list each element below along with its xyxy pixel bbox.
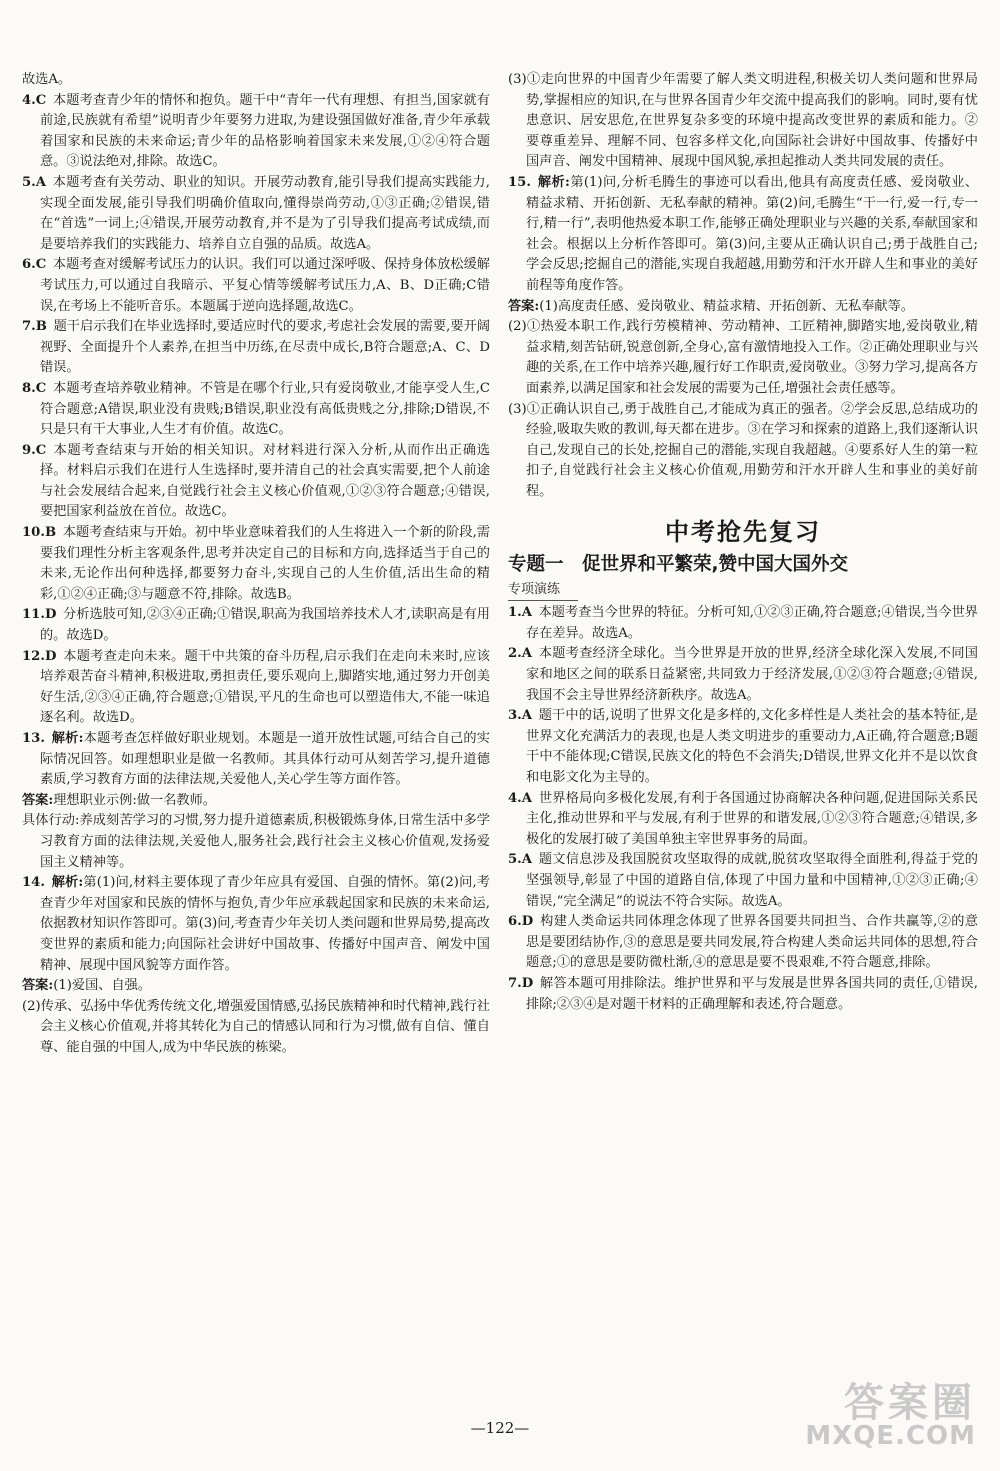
item-number: 6.D [508, 914, 534, 930]
answer-item [508, 789, 978, 851]
item-text: 本题考查有关劳动、职业的知识。开展劳动教育,能引导我们提高实践能力,实现全面发展,能引导我们明确价值取向,懂得崇尚劳动,①③正确;②错误,错在“首选”一词上;④错误,开展劳动教育,并不是为了引导我们提高考试成绩,而是要培养我们的实践能力、培养自立自强的品质。故选A。 [40, 174, 490, 252]
watermark-logo: 答案圈 [844, 1380, 976, 1426]
answer-item [22, 605, 490, 646]
item-text: 题干中的话,说明了世界文化是多样的,文化多样性是人类社会的基本特征,是世界文化充满活力的表现,也是人类文明进步的重要动力,A正确,符合题意;B题干中不能体现;C错误,民族文化的特色不会消失;D错误,世界文化并不是以饮食和电影文化为主导的。 [526, 708, 978, 785]
section-title: 中考抢先复习 [665, 518, 821, 547]
item-text: 世界格局向多极化发展,有利于各国通过协商解决各种问题,促进国际关系民主化,推动世界和平与发展,有利于世界的和谐发展,①②③符合题意;④错误,多极化的发展打破了美国单独主宰世界事务的局面。 [526, 790, 978, 847]
answer-item [22, 379, 490, 441]
item-number: 7.B [22, 319, 47, 335]
item-text: 本题考查青少年的情怀和抱负。题干中“青年一代有理想、有担当,国家就有前途,民族就有希望”说明青少年要努力进取,为建设强国做好准备,青少年承载着国家和民族的未来命运;青少年的品格影响着国家未来发展,①②④符合题意。③说法绝对,排除。故选C。 [40, 92, 490, 170]
item-text: 本题考查培养敬业精神。不管是在哪个行业,只有爱岗敬业,才能享受人生,C符合题意;A错误,职业没有贵贱;B错误,职业没有高低贵贱之分,排除;D错误,不只是只有干大事业,人生才有价值。故选C。 [40, 380, 490, 438]
item-text: (1)爱国、自强。 [53, 978, 152, 994]
answer-item [508, 317, 978, 399]
item-text: 具体行动:养成刻苦学习的习惯,努力提升道德素质,积极锻炼身体,日常生活中多学习教育方面的法律法规,关爱他人,服务社会,践行社会主义核心价值观,发扬爱国主义精神等。 [22, 813, 490, 870]
topic-title: 专题一 促世界和平繁荣,赞中国大国外交 [508, 554, 849, 576]
answer-item [508, 850, 978, 912]
item-number: 1.A [508, 605, 532, 621]
item-text: (2)传承、弘扬中华优秀传统文化,增强爱国情感,弘扬民族精神和时代精神,践行社会主义核心价值观,并将其转化为自己的情感认同和行为习惯,做有自信、懂自尊、能自强的中国人,成为中华民族的栋梁。 [22, 998, 490, 1055]
item-text: 本题考查走向未来。题干中共策的奋斗历程,启示我们在走向未来时,应该培养艰苦奋斗精神,积极进取,勇担责任,要乐观向上,脚踏实地,通过努力开创美好生活,②③④正确,符合题意;①错误,平凡的生命也可以塑造伟大,不能一味追逐名利。故选D。 [40, 648, 490, 726]
answer-item [22, 873, 490, 976]
answer-item [22, 91, 490, 173]
item-text: 本题考查结束与开始的相关知识。对材料进行深入分析,从而作出正确选择。材料启示我们在进行人生选择时,要并清自己的社会真实需要,把个人前途与社会发展结合起来,自觉践行社会主义核心价值观,①②③符合题意;④错误,要把国家利益放在首位。故选C。 [40, 442, 490, 520]
left-column [22, 70, 490, 1059]
item-number: 7.D [508, 975, 534, 991]
item-number: 8.C [22, 380, 47, 396]
item-text: (3)①正确认识自己,勇于战胜自己,才能成为真正的强者。②学会反思,总结成功的经验,吸取失败的教训,每天都在进步。③在学习和探索的道路上,我们逐渐认识自己,发现自己的长处,挖掘自己的潜能,实现自我超越。④要系好人生的第一粒扣子,自觉践行社会主义核心价值观,用勤劳和汗水开辟人生和事业的美好前程。 [508, 401, 978, 499]
answer-item [508, 644, 978, 706]
answer-item [22, 791, 490, 812]
item-text: 构建人类命运共同体理念体现了世界各国要共同担当、合作共赢等,②的意思是要团结协作,③的意思是要共同发展,符合构建人类命运共同体的思想,符合题意;①的意思是要防微杜渐,④的意思是要不畏艰难,不符合题意,排除。 [526, 914, 978, 971]
item-text: 理想职业示例:做一名教师。 [53, 792, 216, 808]
answer-item [22, 317, 490, 379]
practice-answers [508, 603, 978, 1015]
item-number: 9.C [22, 442, 47, 458]
item-text: 第(1)问,材料主要体现了青少年应具有爱国、自强的情怀。第(2)问,考查青少年对国家和民族的情怀与抱负,青少年应承载起国家和民族的未来命运,依据教材知识作答即可。第(3)问,考查青少年关切人类问题和世界局势,提高改变世界的素质和能力;向国际社会讲好中国故事、传播好中国声音、阐发中国精神、展现中国风貌等方面作答。 [40, 875, 490, 973]
item-text: 题干启示我们在毕业选择时,要适应时代的要求,考虑社会发展的需要,要开阔视野、全面提升个人素养,在担当中历练,在尽责中成长,B符合题意;A、C、D错误。 [40, 319, 490, 376]
item-number: 14. [22, 875, 45, 891]
item-text: (2)①热爱本职工作,践行劳模精神、劳动精神、工匠精神,脚踏实地,爱岗敬业,精益求精,刻苦钻研,锐意创新,全身心,富有激情地投入工作。②正确处理职业与兴趣的关系,在工作中培养兴趣,履行好工作职责,爱岗敬业。③努力学习,提高各方面素养,以满足国家和社会发展的需要为己任,增强社会责任感等。 [508, 319, 978, 396]
answer-item [22, 70, 490, 91]
item-label: 答案: [22, 792, 54, 808]
watermark-site: MXQE.COM [805, 1421, 976, 1451]
answer-item [508, 603, 978, 644]
answer-item [508, 70, 978, 173]
answer-item [22, 173, 490, 255]
practice-subhead: 专项演练 [508, 580, 578, 602]
item-text: 第(1)问,分析毛腾生的事迹可以看出,他具有高度责任感、爱岗敬业、精益求精、开拓创新、无私奉献的精神。第(2)问,毛腾生“干一行,爱一行,专一行,精一行”,表明他热爱本职工作,能够正确处理职业与兴趣的关系,奉献国家和社会。根据以上分析作答即可。第(3)问,主要从正确认识自己;勇于战胜自己;学会反思;挖掘自己的潜能,实现自我超越,用勤劳和汗水开辟人生和事业的美好前程等角度作答。 [526, 174, 979, 293]
item-label: 解析: [51, 731, 84, 746]
answer-item [508, 400, 978, 503]
item-number: 2.A [508, 646, 532, 662]
watermark [805, 1371, 986, 1463]
answer-item [508, 297, 978, 318]
item-text: (3)①走向世界的中国青少年需要了解人类文明进程,积极关切人类问题和世界局势,掌握相应的知识,在与世界各国青少年交流中提高我们的影响。同时,要有忧患意识、居安思危,在世界复杂多变的环境中提高改变世界的素质和能力。②要尊重差异、理解不同、包容多样文化,向国际社会讲好中国故事、传播好中国声音、阐发中国精神、展现中国风貌,承担起推动人类共同发展的责任。 [508, 72, 978, 170]
item-number: 15. [508, 174, 531, 190]
item-text: 本题考查经济全球化。当今世界是开放的世界,经济全球化深入发展,不同国家和地区之间的联系日益紧密,共同致力于经济发展,①②③符合题意;④错误,我国不会主导世界经济新秩序。故选A。 [526, 646, 978, 703]
item-number: 3.A [508, 708, 532, 724]
item-text: 分析选肢可知,②③④正确;①错误,职高为我国培养技术人才,读职高是有用的。故选D。 [40, 607, 490, 644]
answer-item [22, 997, 490, 1059]
item-number: 6.C [22, 257, 47, 273]
item-number: 4.A [508, 790, 532, 806]
item-number: 11.D [22, 607, 57, 623]
answer-item [508, 912, 978, 974]
item-text: 本题考查当今世界的特征。分析可知,①②③正确,符合题意;④错误,当今世界存在差异。故选A。 [526, 605, 978, 641]
item-number: 5.A [22, 174, 46, 190]
answer-item [22, 811, 490, 873]
item-text: 本题考查对缓解考试压力的认识。我们可以通过深呼吸、保持身体放松缓解考试压力,可以通过自我暗示、平复心情等缓解考试压力,A、B、D正确;C错误,在考场上不能听音乐。本题属于逆向选择题,故选C。 [40, 257, 490, 314]
item-text: 题文信息涉及我国脱贫攻坚取得的成就,脱贫攻坚取得全面胜利,得益于党的坚强领导,彰显了中国的道路自信,体现了中国力量和中国精神,①②③正确;④错误,“完全满足”的说法不符合实际。故选A。 [526, 852, 978, 909]
item-label: 解析: [537, 174, 570, 190]
item-text: 解答本题可用排除法。维护世界和平与发展是世界各国共同的责任,①错误,排除;②③④是对题干材料的正确理解和表述,符合题意。 [526, 975, 978, 1012]
answer-item [22, 441, 490, 523]
item-text: 本题考查结束与开始。初中毕业意味着我们的人生将进入一个新的阶段,需要我们理性分析主客观条件,思考并决定自己的目标和方向,选择适当于自己的未来,无论作出何种选择,都要努力奋斗,实现自己的人生价值,活出生命的精彩,①②④正确;③与题意不符,排除。故选B。 [40, 525, 490, 602]
item-label: 答案: [22, 978, 54, 994]
answer-item [508, 974, 978, 1015]
item-number: 13. [22, 731, 45, 746]
item-text: 故选A。 [22, 72, 72, 87]
item-text: 本题考查怎样做好职业规划。本题是一道开放性试题,可结合自己的实际情况回答。如理想职业是做一名教师。其具体行动可从刻苦学习,提升道德素质,学习教育方面的法律法规,关爱他人,关心学生等方面作答。 [40, 731, 490, 788]
page-number: —122— [470, 1419, 530, 1437]
answer-item [22, 255, 490, 317]
item-number: 12.D [22, 648, 57, 664]
item-number: 10.B [22, 525, 57, 541]
answer-item [508, 173, 978, 297]
answer-item [22, 976, 490, 997]
answer-item [22, 523, 490, 605]
right-column [508, 70, 978, 1015]
answer-item [22, 647, 490, 729]
answer-item [508, 706, 978, 788]
item-label: 解析: [51, 875, 84, 891]
item-number: 4.C [22, 92, 47, 108]
answer-item [22, 729, 490, 791]
item-number: 5.A [508, 852, 532, 868]
right-answers [508, 70, 978, 502]
item-label: 答案: [508, 298, 540, 314]
item-text: (1)高度责任感、爱岗敬业、精益求精、开拓创新、无私奉献等。 [539, 298, 914, 314]
